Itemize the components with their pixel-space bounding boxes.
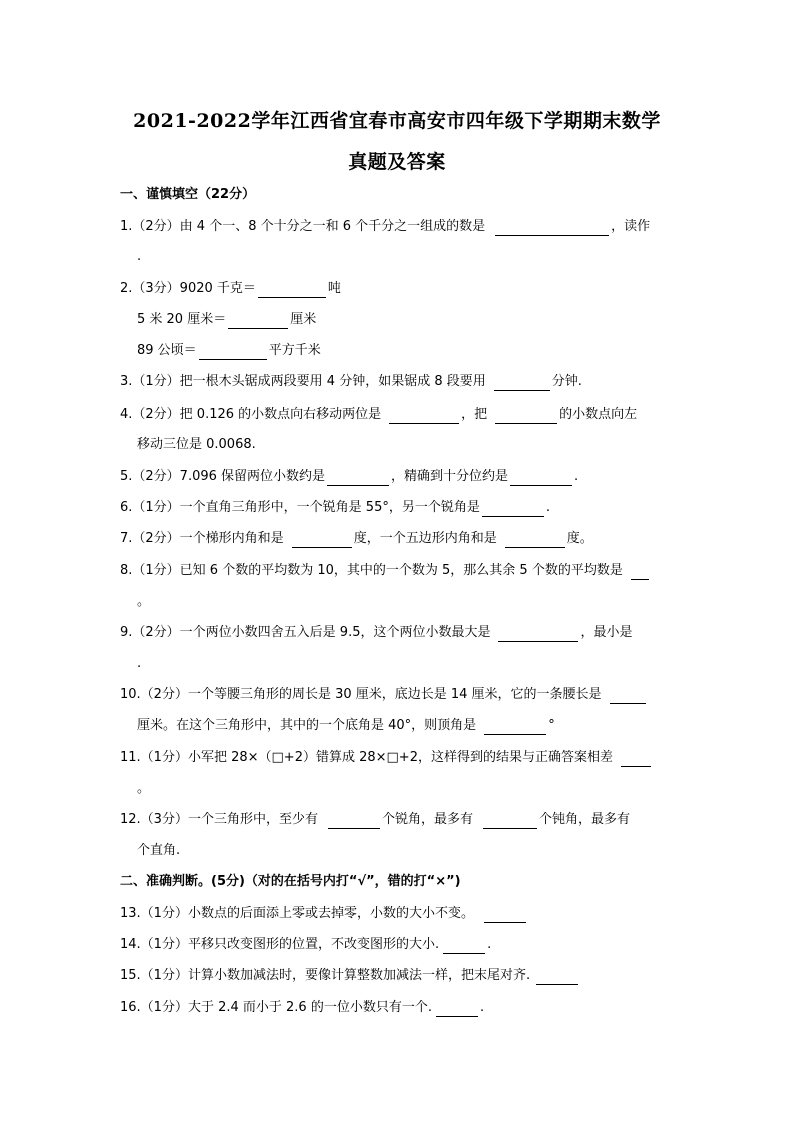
section-heading-true-false: 二、准确判断。(5分)（对的在括号内打“√”，错的打“×”) (120, 874, 461, 889)
question-text: 度。 (566, 531, 593, 546)
document-title-line2: 真题及答案 (348, 151, 446, 173)
answer-blank[interactable] (621, 752, 651, 767)
question-text: 个钝角，最多有 (538, 812, 630, 827)
question-7 (120, 530, 593, 548)
answer-blank[interactable] (228, 314, 288, 329)
answer-blank[interactable] (495, 409, 557, 424)
question-11 (120, 749, 653, 767)
answer-blank[interactable] (536, 970, 578, 985)
question-8-cont: 。 (137, 594, 151, 609)
question-9 (120, 624, 633, 642)
question-text: 厘米 (290, 312, 317, 327)
question-2 (120, 280, 341, 298)
question-text: ° (548, 718, 555, 733)
question-text: 89 公顷＝ (137, 343, 197, 358)
answer-blank[interactable] (631, 565, 649, 580)
question-text: 9.（2分）一个两位小数四舍五入后是 9.5，这个两位小数最大是 (120, 625, 491, 640)
question-text: 的小数点向左 (559, 407, 638, 422)
question-text: . (545, 500, 550, 515)
answer-blank[interactable] (443, 939, 485, 954)
question-6 (120, 499, 550, 517)
question-10 (120, 686, 648, 704)
question-text: 吨 (327, 281, 341, 296)
question-text: 厘米。在这个三角形中，其中的一个底角是 40°，则顶角是 (137, 718, 477, 733)
question-text: . (479, 1000, 485, 1015)
question-text: . (487, 937, 492, 952)
answer-blank[interactable] (494, 376, 550, 391)
question-text: ，读作 (611, 219, 651, 234)
question-5 (120, 468, 578, 486)
question-text: 分钟. (551, 374, 582, 389)
question-text: ，最小是 (580, 625, 633, 640)
question-text: . (574, 469, 579, 484)
answer-blank[interactable] (292, 533, 352, 548)
answer-blank[interactable] (436, 1002, 478, 1017)
question-text: ，把 (461, 407, 488, 422)
question-text: 13.（1分）小数点的后面添上零或去掉零，小数的大小不变。 (120, 906, 474, 921)
question-text: 5.（2分）7.096 保留两位小数约是 (120, 469, 326, 484)
section-heading-fill-blank: 一、谨慎填空（22分） (120, 187, 256, 202)
question-text: 10.（2分）一个等腰三角形的周长是 30 厘米，底边长是 14 厘米，它的一条腰长是 (120, 687, 602, 702)
answer-blank[interactable] (610, 689, 646, 704)
question-15 (120, 967, 580, 985)
question-14 (120, 936, 491, 954)
question-11-cont: 。 (137, 781, 151, 796)
answer-blank[interactable] (258, 283, 326, 298)
question-text: 5 米 20 厘米＝ (137, 312, 227, 327)
question-text: 6.（1分）一个直角三角形中，一个锐角是 55°，另一个锐角是 (120, 500, 480, 515)
question-2-line3 (137, 342, 321, 360)
question-2-line2 (137, 311, 316, 329)
question-text: 16.（1分）大于 2.4 而小于 2.6 的一位小数只有一个. (120, 1000, 432, 1015)
answer-blank[interactable] (505, 533, 565, 548)
answer-blank[interactable] (484, 908, 526, 923)
question-text: 平方千米 (268, 343, 321, 358)
question-3 (120, 373, 582, 391)
question-text: 15.（1分）计算小数加减法时，要像计算整数加减法一样，把末尾对齐. (120, 968, 531, 983)
question-text: 14.（1分）平移只改变图形的位置，不改变图形的大小. (120, 937, 440, 952)
question-12-cont: 个直角. (137, 843, 181, 858)
answer-blank[interactable] (483, 814, 537, 829)
answer-blank[interactable] (495, 221, 609, 236)
answer-blank[interactable] (199, 345, 267, 360)
question-4-cont: 移动三位是 0.0068. (137, 437, 256, 452)
question-13 (120, 905, 528, 923)
question-text: 3.（1分）把一根木头锯成两段要用 4 分钟，如果锯成 8 段要用 (120, 374, 486, 389)
question-10-cont (137, 717, 555, 735)
question-text: 12.（3分）一个三角形中，至少有 (120, 812, 318, 827)
question-text: 8.（1分）已知 6 个数的平均数为 10，其中的一个数为 5，那么其余 5 个数的平均数是 (120, 563, 623, 578)
question-1-cont: . (137, 249, 142, 264)
document-title-line1: 2021-2022学年江西省宜春市高安市四年级下学期期末数学 (133, 110, 661, 132)
question-text: 2.（3分）9020 千克＝ (120, 281, 256, 296)
answer-blank[interactable] (484, 720, 546, 735)
question-text: 个锐角，最多有 (381, 812, 473, 827)
answer-blank[interactable] (510, 471, 572, 486)
question-text: ，精确到十分位约是 (391, 469, 509, 484)
question-1 (120, 218, 673, 236)
question-text: 1.（2分）由 4 个一、8 个十分之一和 6 个千分之一组成的数是 (120, 219, 486, 234)
question-text: 7.（2分）一个梯形内角和是 (120, 531, 284, 546)
answer-blank[interactable] (482, 502, 544, 517)
question-9-cont: . (137, 656, 142, 671)
question-12 (120, 811, 630, 829)
question-text: 4.（2分）把 0.126 的小数点向右移动两位是 (120, 407, 382, 422)
answer-blank[interactable] (389, 409, 459, 424)
question-text: 度，一个五边形内角和是 (353, 531, 497, 546)
answer-blank[interactable] (498, 627, 578, 642)
answer-blank[interactable] (327, 471, 389, 486)
question-4 (120, 406, 637, 424)
answer-blank[interactable] (328, 814, 380, 829)
question-text: 11.（1分）小军把 28×（□+2）错算成 28×□+2，这样得到的结果与正确答案相差 (120, 750, 613, 765)
question-8 (120, 562, 651, 580)
question-16 (120, 999, 484, 1017)
